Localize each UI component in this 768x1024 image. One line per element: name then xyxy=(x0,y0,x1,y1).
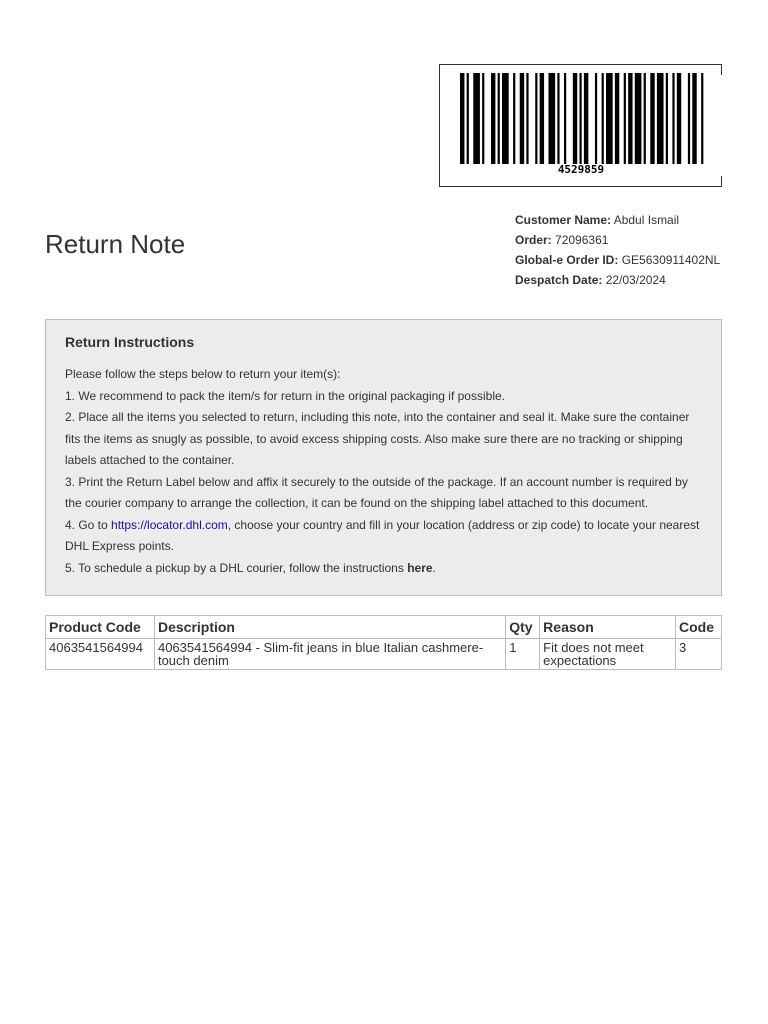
header-reason: Reason xyxy=(540,616,676,639)
barcode-border-corner xyxy=(721,176,722,186)
return-instructions xyxy=(45,319,722,596)
barcode-bar xyxy=(482,73,484,164)
cell-product-code: 4063541564994 xyxy=(46,639,155,670)
barcode-bar xyxy=(502,73,509,164)
barcode-bar xyxy=(595,73,597,164)
step-5-text-end: . xyxy=(432,560,436,575)
barcode-bar xyxy=(526,73,528,164)
order-label: Order: xyxy=(515,233,552,247)
barcode-bar xyxy=(635,73,642,164)
barcode-bar xyxy=(573,73,577,164)
barcode-bar xyxy=(557,73,559,164)
barcode-bar xyxy=(584,73,588,164)
barcode-bar xyxy=(672,73,674,164)
barcode-bar xyxy=(491,73,495,164)
instructions-intro: Please follow the steps below to return your item(s): xyxy=(65,367,341,381)
barcode xyxy=(439,64,722,187)
cell-qty: 1 xyxy=(506,639,540,670)
barcode-bar xyxy=(513,73,515,164)
despatch-date-label: Despatch Date: xyxy=(515,273,603,287)
customer-name-row xyxy=(515,210,720,230)
global-order-label: Global-e Order ID: xyxy=(515,253,619,267)
order-row xyxy=(515,230,720,250)
barcode-border-corner xyxy=(721,65,722,75)
header-qty: Qty xyxy=(506,616,540,639)
barcode-bar xyxy=(520,73,524,164)
customer-name-label: Customer Name: xyxy=(515,213,612,227)
global-order-value: GE5630911402NL xyxy=(621,253,721,267)
barcode-bar xyxy=(701,73,703,164)
barcode-bar xyxy=(460,73,464,164)
barcode-bar xyxy=(564,73,566,164)
instruction-step-4 xyxy=(65,515,702,558)
step-5-text: 5. To schedule a pickup by a DHL courier, follow the instructions xyxy=(65,560,408,575)
barcode-bar xyxy=(644,73,646,164)
barcode-number: 4529859 xyxy=(557,163,605,176)
barcode-bar xyxy=(579,73,581,164)
barcode-bar xyxy=(548,73,555,164)
barcode-bar xyxy=(666,73,668,164)
barcode-bar xyxy=(657,73,664,164)
customer-details xyxy=(515,210,720,290)
despatch-date-row xyxy=(515,270,720,290)
step-4-text: 4. Go to xyxy=(65,517,112,532)
barcode-bar xyxy=(473,73,480,164)
barcode-bar xyxy=(467,73,469,164)
cell-code: 3 xyxy=(675,639,721,670)
table-row xyxy=(46,639,722,670)
order-value: 72096361 xyxy=(555,233,609,247)
table-header-row xyxy=(46,616,722,639)
barcode-bar xyxy=(628,73,632,164)
header-product-code: Product Code xyxy=(46,616,155,639)
pickup-instructions-link[interactable]: here xyxy=(407,560,433,575)
cell-reason: Fit does not meet expectations xyxy=(540,639,676,670)
barcode-bar xyxy=(606,73,613,164)
barcode-icon xyxy=(460,73,710,164)
global-order-row xyxy=(515,250,720,270)
products-table xyxy=(45,615,722,670)
barcode-bar xyxy=(602,73,604,164)
barcode-bar xyxy=(688,73,690,164)
instructions-heading: Return Instructions xyxy=(65,334,195,350)
customer-name-value: Abdul Ismail xyxy=(613,213,680,227)
instruction-step-5 xyxy=(65,558,702,580)
barcode-bar xyxy=(624,73,626,164)
barcode-bar xyxy=(615,73,619,164)
barcode-bar xyxy=(677,73,681,164)
header-code: Code xyxy=(675,616,721,639)
page-title: Return Note xyxy=(45,229,186,259)
barcode-bar xyxy=(535,73,537,164)
instruction-step-1: 1. We recommend to pack the item/s for return in the original packaging if possible. xyxy=(65,388,505,403)
instruction-step-2: 2. Place all the items you selected to return, including this note, into the container and seal it. Make sure the container fits the items as snugly as possible, to avoid excess shipping costs. Also make sure there are no tracking or shipping labels attached to the container. xyxy=(65,410,690,467)
barcode-bar xyxy=(650,73,654,164)
barcode-bar xyxy=(498,73,500,164)
cell-description: 4063541564994 - Slim-fit jeans in blue Italian cashmere-touch denim xyxy=(154,639,505,670)
dhl-locator-link[interactable]: https://locator.dhl.com xyxy=(111,517,228,532)
instruction-step-3: 3. Print the Return Label below and affix it securely to the outside of the package. If an account number is required by the courier company to arrange the collection, it can be found on the shipping label attached to this document. xyxy=(65,474,688,510)
step-4-text-end: , choose your country and fill in your location (address or zip code) to locate your nearest DHL Express points. xyxy=(65,517,700,553)
header-description: Description xyxy=(154,616,505,639)
barcode-bar xyxy=(540,73,544,164)
despatch-date-value: 22/03/2024 xyxy=(605,273,666,287)
barcode-bar xyxy=(692,73,696,164)
